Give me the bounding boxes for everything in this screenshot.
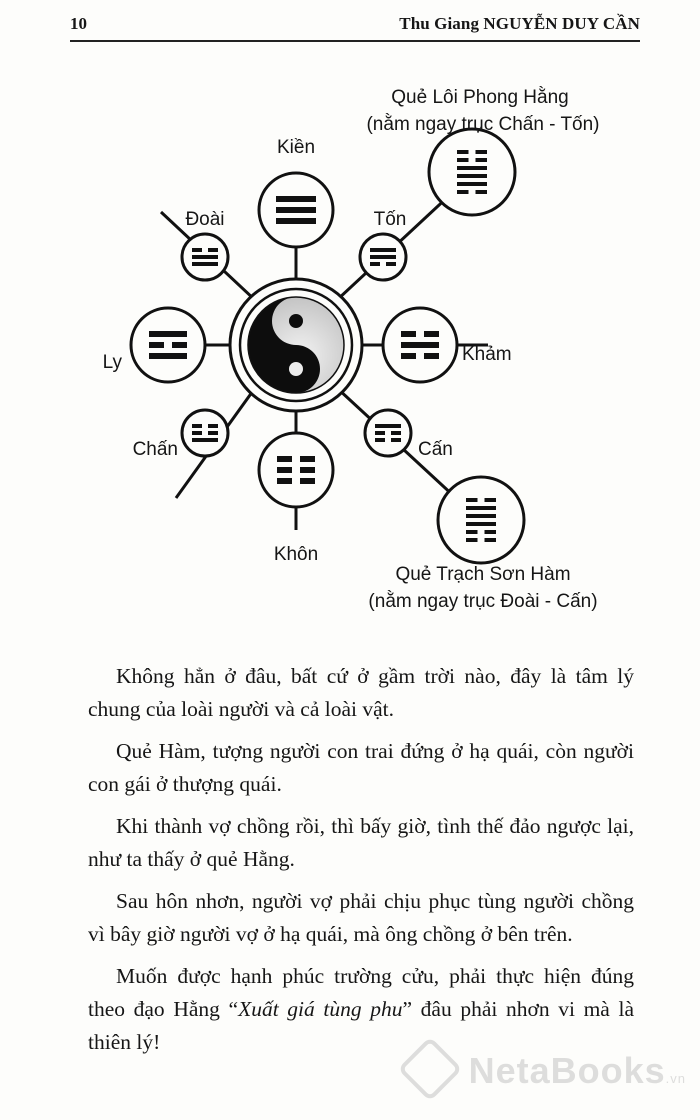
paragraph-5-end: ” đâu phải nhơn vi mà là thiên lý! <box>88 997 634 1054</box>
paragraph-4: Sau hôn nhơn, người vợ phải chịu phục tùng người chồng vì bây giờ người vợ ở hạ quái, mà ông chồng ở bên trên. <box>88 889 634 946</box>
trigram-chan <box>182 410 228 456</box>
page-number: 10 <box>70 14 87 33</box>
yin-yang-symbol <box>230 279 362 411</box>
hexagram-bottom-caption-1: Quẻ Trạch Sơn Hàm <box>395 564 571 585</box>
label-can: Cấn <box>418 439 453 460</box>
watermark-suffix: .vn <box>665 1070 686 1086</box>
label-khon: Khôn <box>273 544 319 565</box>
trigram-kien <box>259 173 333 247</box>
label-chan: Chấn <box>132 439 178 460</box>
paragraph-5 <box>88 960 634 1059</box>
paragraph-1: Không hẳn ở đâu, bất cứ ở gầm trời nào, đây là tâm lý chung của loài người và cả loài vật. <box>88 664 634 721</box>
watermark <box>407 1050 686 1096</box>
body-text <box>88 660 634 1068</box>
label-doai: Đoài <box>185 209 225 230</box>
trigram-can-mountain <box>365 410 411 456</box>
paragraph-2: Quẻ Hàm, tượng người con trai đứng ở hạ quái, còn người con gái ở thượng quái. <box>88 739 634 796</box>
trigram-kham <box>383 308 457 382</box>
paragraph-3: Khi thành vợ chồng rồi, thì bấy giờ, tình thế đảo ngược lại, như ta thấy ở quẻ Hằng. <box>88 814 634 871</box>
hexagram-bottom-caption-2: (nằm ngay trục Đoài - Cấn) <box>368 591 598 612</box>
trigram-ly <box>131 308 205 382</box>
hexagram-top <box>429 129 515 215</box>
label-kham: Khảm <box>462 344 512 365</box>
paragraph-5-start: Muốn được hạnh phúc trường cửu, phải thực hiện đúng theo đạo Hằng “ <box>88 964 634 1021</box>
label-ton: Tốn <box>373 209 407 230</box>
hexagram-top-caption-1: Quẻ Lôi Phong Hằng <box>391 87 569 108</box>
running-title: Thu Giang NGUYỄN DUY CẦN <box>399 14 640 33</box>
label-kien: Kiền <box>276 137 316 158</box>
hexagram-bottom <box>438 477 524 563</box>
hexagram-top-caption-2: (nằm ngay trục Chấn - Tốn) <box>366 114 600 135</box>
trigram-khon <box>259 433 333 507</box>
trigram-doai <box>182 234 228 280</box>
label-ly: Ly <box>102 352 122 373</box>
watermark-brand: NetaBooks <box>468 1049 666 1091</box>
quote-italic: Xuất giá tùng phu <box>238 997 403 1021</box>
trigram-ton <box>360 234 406 280</box>
